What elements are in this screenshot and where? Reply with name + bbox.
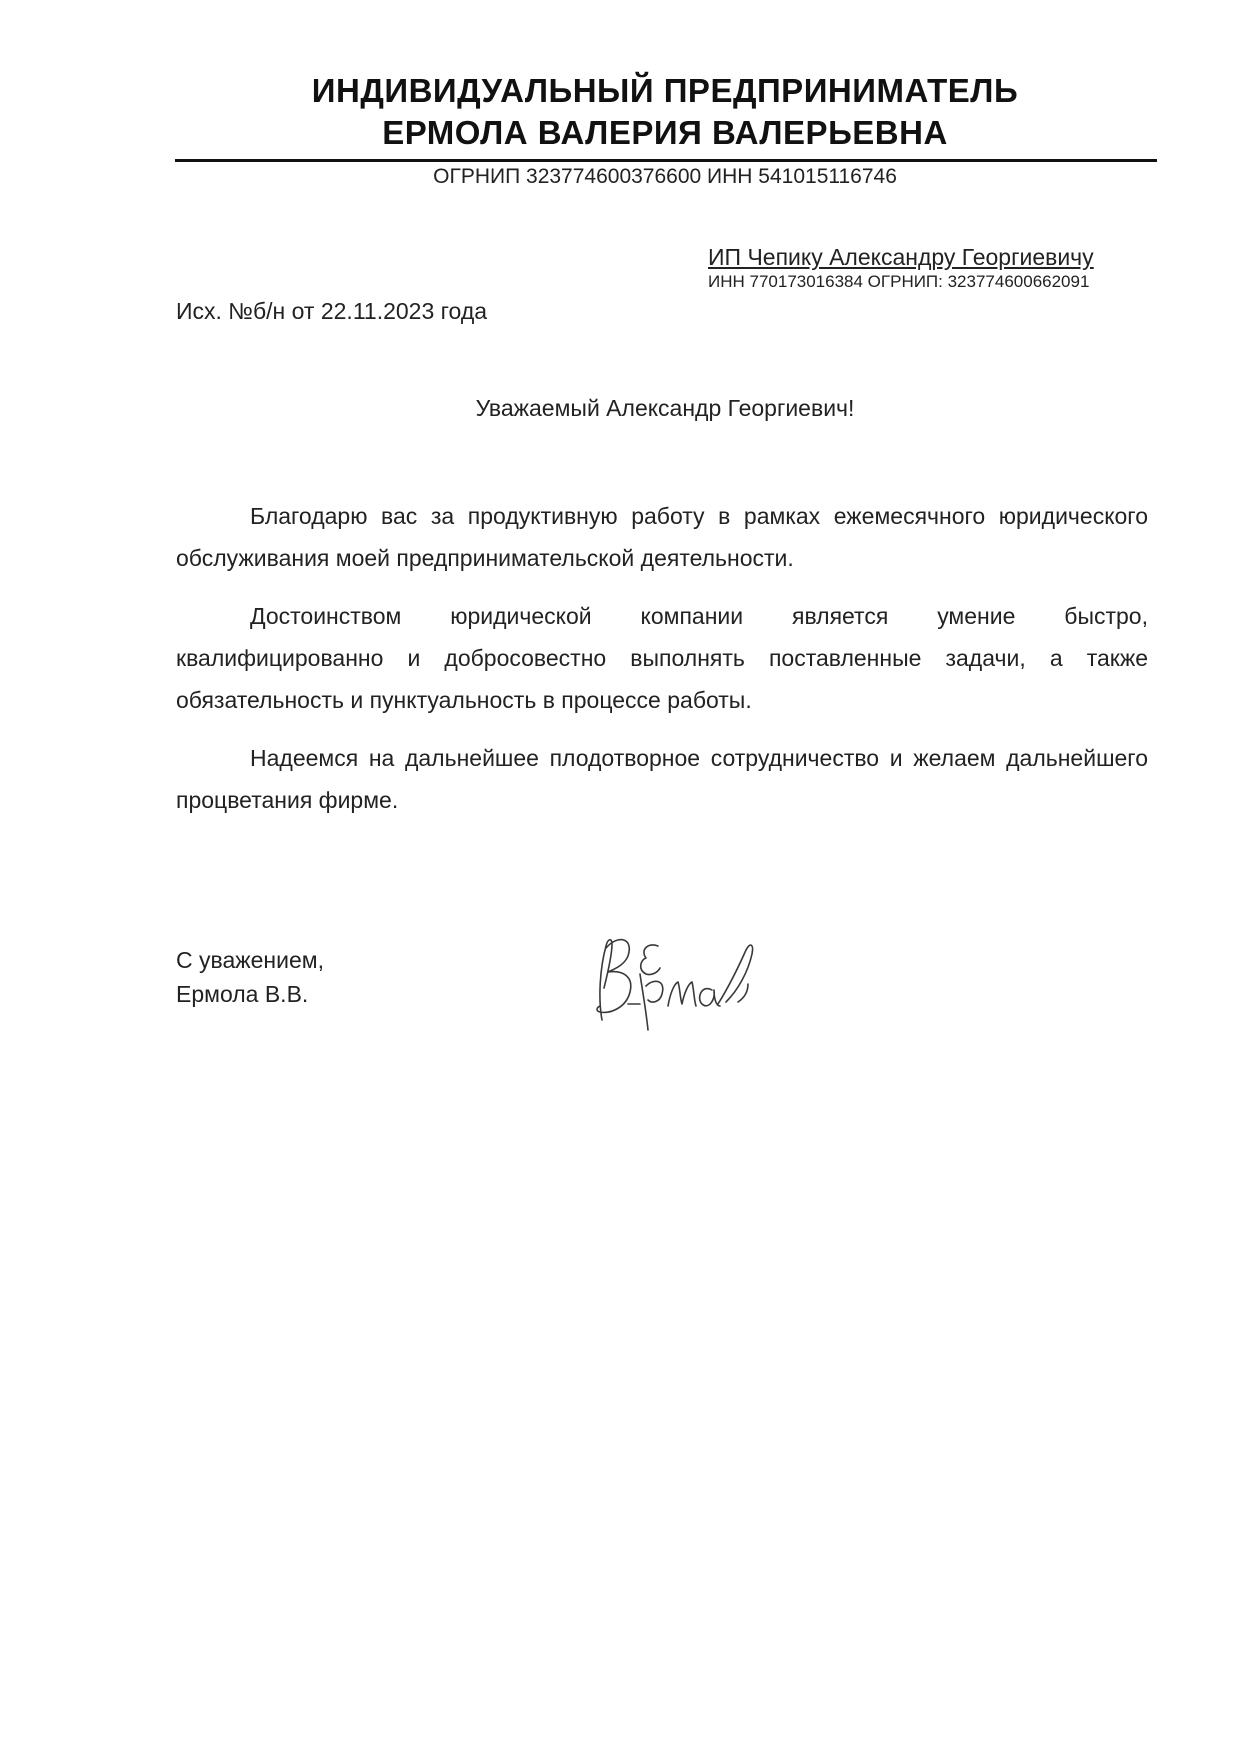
recipient-name: ИП Чепику Александру Георгиевичу	[708, 244, 1094, 270]
closing-regards: С уважением,	[176, 947, 324, 973]
letterhead	[175, 70, 1155, 154]
recipient-block	[708, 243, 1158, 293]
letterhead-divider	[175, 159, 1157, 162]
body-paragraph-3: Надеемся на дальнейшее плодотворное сотрудничество и желаем дальнейшего процветания фирме.	[176, 745, 1148, 813]
body-paragraph-1: Благодарю вас за продуктивную работу в рамках ежемесячного юридического обслуживания моей предпринимательской деятельности.	[176, 503, 1148, 571]
closing-block	[176, 943, 324, 1011]
closing-signer: Ермола В.В.	[176, 981, 309, 1007]
recipient-ids: ИНН 770173016384 ОГРНИП: 323774600662091	[708, 272, 1090, 291]
salutation: Уважаемый Александр Георгиевич!	[475, 395, 855, 421]
handwritten-signature	[588, 928, 763, 1036]
body-paragraph-2: Достоинством юридической компании является умение быстро, квалифицированно и добросовестно выполнять поставленные задачи, а также обязательность и пунктуальность в процессе работы.	[176, 603, 1148, 713]
outgoing-reference: Исх. №б/н от 22.11.2023 года	[176, 298, 488, 324]
letter-body	[176, 495, 1148, 837]
letterhead-title-line-1: ИНДИВИДУАЛЬНЫЙ ПРЕДПРИНИМАТЕЛЬ	[311, 72, 1019, 109]
letterhead-title-line-2: ЕРМОЛА ВАЛЕРИЯ ВАЛЕРЬЕВНА	[382, 114, 948, 151]
letterhead-registration: ОГРНИП 323774600376600 ИНН 541015116746	[433, 165, 897, 188]
